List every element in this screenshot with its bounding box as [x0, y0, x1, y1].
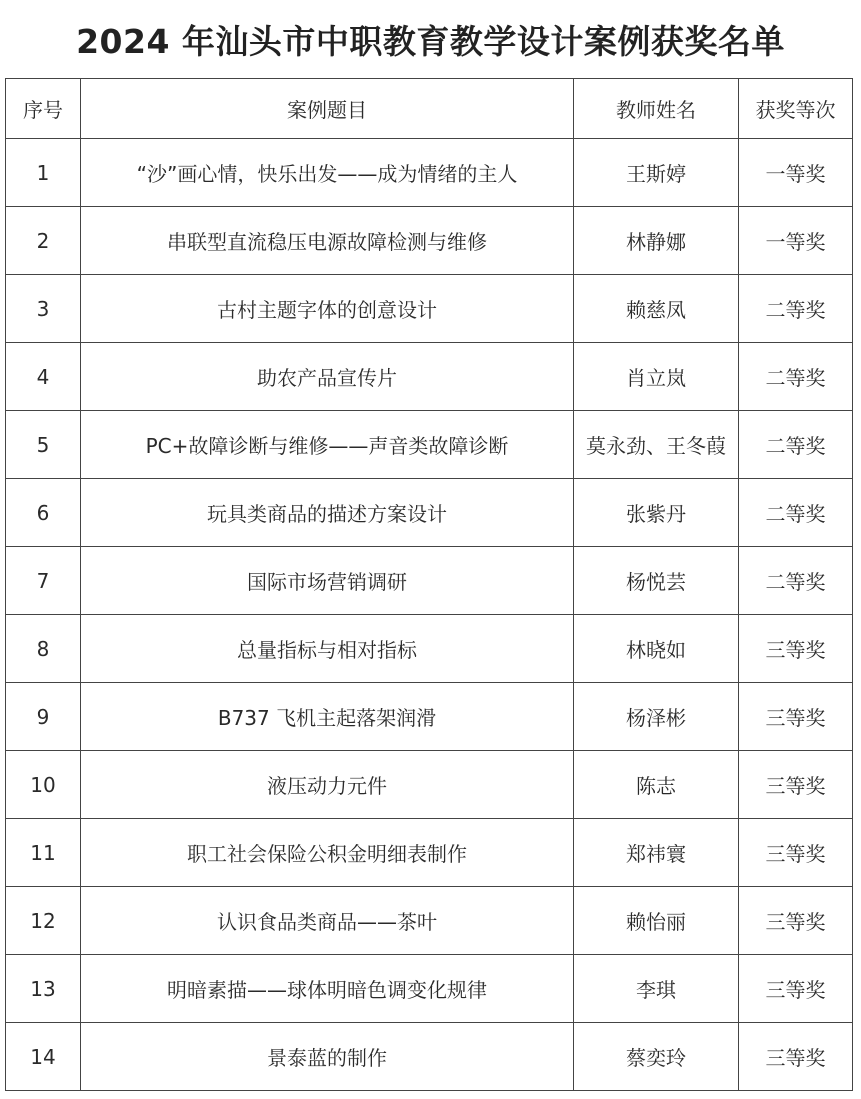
cell-seq: 14: [6, 1023, 81, 1091]
cell-award: 三等奖: [739, 751, 853, 819]
cell-award: 二等奖: [739, 411, 853, 479]
table-row: [6, 479, 853, 547]
cell-seq: 1: [6, 139, 81, 207]
cell-seq: 8: [6, 615, 81, 683]
awards-table: [5, 78, 853, 1091]
header-teacher: 教师姓名: [574, 79, 739, 139]
cell-seq: 10: [6, 751, 81, 819]
cell-case-title: 古村主题字体的创意设计: [81, 275, 574, 343]
cell-teacher: 肖立岚: [574, 343, 739, 411]
cell-award: 三等奖: [739, 819, 853, 887]
table-row: [6, 751, 853, 819]
cell-seq: 5: [6, 411, 81, 479]
cell-case-title: 玩具类商品的描述方案设计: [81, 479, 574, 547]
cell-seq: 13: [6, 955, 81, 1023]
cell-award: 三等奖: [739, 615, 853, 683]
cell-case-title: 串联型直流稳压电源故障检测与维修: [81, 207, 574, 275]
cell-case-title: “沙”画心情，快乐出发——成为情绪的主人: [81, 139, 574, 207]
cell-award: 一等奖: [739, 139, 853, 207]
cell-seq: 11: [6, 819, 81, 887]
cell-seq: 3: [6, 275, 81, 343]
table-header: [6, 79, 853, 139]
cell-case-title: 职工社会保险公积金明细表制作: [81, 819, 574, 887]
cell-award: 三等奖: [739, 1023, 853, 1091]
cell-teacher: 王斯婷: [574, 139, 739, 207]
cell-award: 三等奖: [739, 955, 853, 1023]
cell-award: 一等奖: [739, 207, 853, 275]
cell-seq: 9: [6, 683, 81, 751]
table-row: [6, 207, 853, 275]
table-row: [6, 955, 853, 1023]
table-row: [6, 683, 853, 751]
cell-case-title: 国际市场营销调研: [81, 547, 574, 615]
cell-teacher: 莫永劲、王冬葭: [574, 411, 739, 479]
cell-teacher: 杨悦芸: [574, 547, 739, 615]
cell-teacher: 赖怡丽: [574, 887, 739, 955]
cell-teacher: 林晓如: [574, 615, 739, 683]
cell-case-title: 景泰蓝的制作: [81, 1023, 574, 1091]
cell-teacher: 林静娜: [574, 207, 739, 275]
cell-seq: 12: [6, 887, 81, 955]
cell-award: 二等奖: [739, 343, 853, 411]
cell-seq: 6: [6, 479, 81, 547]
cell-case-title: 总量指标与相对指标: [81, 615, 574, 683]
cell-teacher: 张紫丹: [574, 479, 739, 547]
header-seq: 序号: [6, 79, 81, 139]
table-row: [6, 343, 853, 411]
cell-case-title: 液压动力元件: [81, 751, 574, 819]
header-award: 获奖等次: [739, 79, 853, 139]
cell-teacher: 陈志: [574, 751, 739, 819]
cell-case-title: 认识食品类商品——茶叶: [81, 887, 574, 955]
cell-award: 二等奖: [739, 479, 853, 547]
cell-case-title: 助农产品宣传片: [81, 343, 574, 411]
cell-teacher: 赖慈凤: [574, 275, 739, 343]
table-row: [6, 887, 853, 955]
cell-teacher: 郑祎寰: [574, 819, 739, 887]
header-case-title: 案例题目: [81, 79, 574, 139]
cell-seq: 7: [6, 547, 81, 615]
cell-teacher: 蔡奕玲: [574, 1023, 739, 1091]
table-row: [6, 139, 853, 207]
cell-teacher: 李琪: [574, 955, 739, 1023]
cell-teacher: 杨泽彬: [574, 683, 739, 751]
table-row: [6, 615, 853, 683]
table-row: [6, 819, 853, 887]
cell-seq: 2: [6, 207, 81, 275]
table-row: [6, 275, 853, 343]
cell-case-title: B737 飞机主起落架润滑: [81, 683, 574, 751]
cell-case-title: 明暗素描——球体明暗色调变化规律: [81, 955, 574, 1023]
cell-case-title: PC+故障诊断与维修——声音类故障诊断: [81, 411, 574, 479]
cell-award: 二等奖: [739, 275, 853, 343]
table-row: [6, 1023, 853, 1091]
table-row: [6, 547, 853, 615]
table-body: [6, 139, 853, 1091]
table-row: [6, 411, 853, 479]
cell-seq: 4: [6, 343, 81, 411]
cell-award: 二等奖: [739, 547, 853, 615]
cell-award: 三等奖: [739, 683, 853, 751]
cell-award: 三等奖: [739, 887, 853, 955]
header-row: [6, 79, 853, 139]
page-title: 2024 年汕头市中职教育教学设计案例获奖名单: [76, 21, 785, 61]
